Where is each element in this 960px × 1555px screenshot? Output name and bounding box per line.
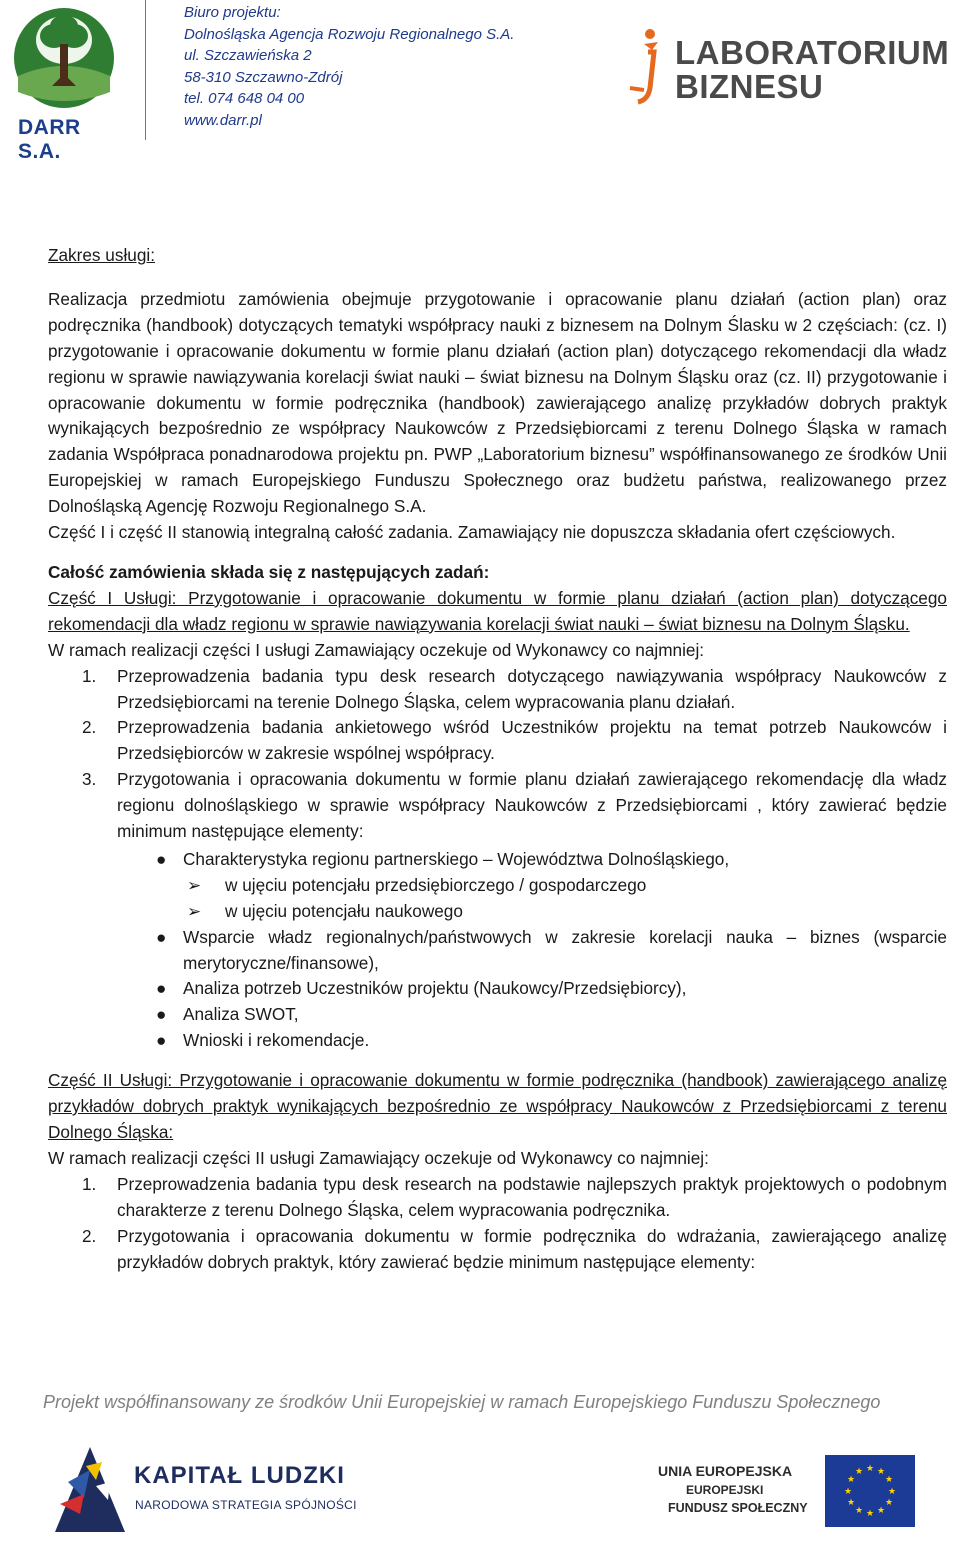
svg-text:★: ★ [854, 1506, 864, 1516]
list-item [82, 1172, 947, 1224]
arrow-item-text: w ujęciu potencjału naukowego [225, 900, 463, 921]
darr-logo [8, 6, 126, 163]
lab-flask-icon [622, 28, 672, 108]
list-number: 2. [82, 717, 97, 738]
list-item-text: Przeprowadzenia badania ankietowego wśród Uczestników projektu na temat potrzeb Naukowców i Przedsiębiorców w zakresie wspólnej współpracy. [117, 717, 947, 764]
project-office-address [184, 2, 514, 131]
eu-esf-logo [658, 1455, 918, 1537]
svg-text:★: ★ [865, 1464, 875, 1474]
office-line: tel. 074 648 04 00 [184, 90, 305, 107]
kapital-ludzki-logo [50, 1442, 410, 1537]
arrow-bullet-icon: ➢ [187, 874, 202, 895]
cofinancing-note: Projekt współfinansowany ze środków Unii Europejskiej w ramach Europejskiego Funduszu Społecznego [43, 1392, 881, 1412]
svg-text:★: ★ [846, 1498, 856, 1508]
list-number: 2. [82, 1225, 97, 1246]
bullet-icon: ● [156, 1004, 167, 1025]
bullet-item [151, 1002, 947, 1028]
tasks-heading: Całość zamówienia składa się z następujących zadań: [48, 561, 490, 582]
kapital-ludzki-title: KAPITAŁ LUDZKI [134, 1462, 345, 1489]
svg-text:★: ★ [887, 1487, 897, 1497]
eu-logo-line3: FUNDUSZ SPOŁECZNY [668, 1501, 808, 1515]
bullet-icon: ● [156, 1030, 167, 1051]
svg-text:★: ★ [865, 1509, 875, 1519]
scope-heading: Zakres usługi: [48, 245, 155, 265]
intro-paragraph-2: Część I i część II stanowią integralną całość zadania. Zamawiający nie dopuszcza składania ofert częściowych. [48, 522, 896, 543]
list-number: 1. [82, 665, 97, 686]
svg-text:★: ★ [876, 1506, 886, 1516]
kapital-ludzki-subtitle: NARODOWA STRATEGIA SPÓJNOŚCI [135, 1498, 357, 1512]
intro-paragraph: Realizacja przedmiotu zamówienia obejmuje przygotowanie i opracowanie planu działań (action plan) oraz podręcznika (handbook) dotyczących tematyki współpracy nauki z biznesem na Dolnym Ślasku w 2 częściach: (cz. I) przygotowanie i opracowanie dokumentu w formie planu działań (action plan) dotyczącego rekomendacji dla władz regionu w sprawie nawiązywania korelacji świat nauki – świat biznesu na Dolnym Śląsku oraz (cz. II) przygotowanie i opracowanie dokumentu w formie podręcznika (handbook) zawierającego analizę przykładów dobrych praktyk wynikających bezpośrednio ze współpracy Naukowców z Przedsiębiorcami z terenu Dolnego Śląska w ramach zadania Współpraca ponadnarodowa projektu pn. PWP „Laboratorium biznesu” współfinansowanego ze środków Unii Europejskiej w ramach Europejskiego Funduszu Społecznego oraz budżetu państwa, realizowanego przez Dolnośląską Agencję Rozwoju Regionalnego S.A. [48, 288, 947, 517]
list-item-text: Przeprowadzenia badania typu desk research dotyczącego nawiązywania współpracy Naukowców z Przedsiębiorcami na terenie Dolnego Śląska, celem wypracowania planu działań. [117, 665, 947, 712]
office-website[interactable]: www.darr.pl [184, 111, 262, 129]
arrow-item [183, 873, 947, 899]
kapital-ludzki-emblem-icon [50, 1442, 130, 1537]
bullet-text: Analiza SWOT, [183, 1004, 299, 1025]
office-line: Dolnośląska Agencja Rozwoju Regionalnego S.A. [184, 25, 515, 43]
list-item [82, 767, 947, 1054]
laboratorium-biznesu-logo [622, 28, 950, 108]
office-line: Biuro projektu: [184, 4, 281, 21]
darr-logo-text: DARR S.A. [18, 116, 81, 163]
bullet-text: Wnioski i rekomendacje. [183, 1030, 370, 1051]
svg-text:★: ★ [854, 1467, 864, 1477]
svg-text:★: ★ [846, 1475, 856, 1485]
part2-list [82, 1172, 947, 1276]
darr-tree-logo [8, 6, 126, 116]
arrow-item-text: w ujęciu potencjału przedsiębiorczego / gospodarczego [225, 874, 647, 895]
part1-title: Część I Usługi: Przygotowanie i opracowanie dokumentu w formie planu działań (action plan) dotyczącego rekomendacji dla władz regionu w sprawie nawiązywania korelacji świat nauki – świat biznesu na Dolnym Śląsku. [48, 587, 947, 634]
bullet-icon: ● [156, 978, 167, 999]
bullet-item [151, 847, 947, 925]
part1-list [82, 664, 947, 1055]
arrow-sublist [183, 873, 947, 925]
lab-logo-line2: BIZNESU [675, 68, 824, 105]
svg-text:★: ★ [843, 1487, 853, 1497]
arrow-bullet-icon: ➢ [187, 900, 202, 921]
list-item-text: Przygotowania i opracowania dokumentu w formie podręcznika do wdrażania, zawierającego analizę przykładów dobrych praktyk, który zawierać będzie minimum następujące elementy: [117, 1225, 947, 1272]
document-body [48, 243, 947, 1275]
svg-text:★: ★ [876, 1467, 886, 1477]
bullet-icon: ● [156, 926, 167, 947]
office-line: 58-310 Szczawno-Zdrój [184, 68, 343, 86]
bullet-text: Charakterystyka regionu partnerskiego – Województwa Dolnośląskiego, [183, 848, 730, 869]
list-number: 1. [82, 1173, 97, 1194]
bullet-item [151, 976, 947, 1002]
list-item [82, 664, 947, 716]
svg-text:★: ★ [884, 1498, 894, 1508]
eu-logo-line1: UNIA EUROPEJSKA [658, 1463, 793, 1479]
part1-intro: W ramach realizacji części I usługi Zamawiający oczekuje od Wykonawcy co najmniej: [48, 639, 705, 660]
office-line: ul. Szczawieńska 2 [184, 47, 312, 64]
bullet-text: Wsparcie władz regionalnych/państwowych w zakresie korelacji nauka – biznes (wsparcie merytoryczne/finansowe), [183, 926, 947, 973]
eu-logo-line2: EUROPEJSKI [686, 1483, 764, 1497]
bullet-item [151, 925, 947, 977]
elements-bullet-list [151, 847, 947, 1054]
list-item [82, 1224, 947, 1276]
header-divider [145, 0, 146, 140]
svg-text:★: ★ [884, 1475, 894, 1485]
bullet-item [151, 1028, 947, 1054]
part2-title: Część II Usługi: Przygotowanie i opracowanie dokumentu w formie podręcznika (handbook) zawierającego analizę przykładów dobrych praktyk wynikających bezpośrednio ze współpracy Naukowców z Przedsiębiorcami z terenu Dolnego Śląska: [48, 1070, 947, 1142]
lab-logo-line1: LABORATORIUM [675, 34, 950, 71]
bullet-icon: ● [156, 848, 167, 869]
page-header [0, 0, 960, 163]
list-number: 3. [82, 769, 97, 790]
bullet-text: Analiza potrzeb Uczestników projektu (Naukowcy/Przedsiębiorcy), [183, 978, 687, 999]
arrow-item [183, 899, 947, 925]
list-item-text: Przygotowania i opracowania dokumentu w formie planu działań zawierającego rekomendację dla władz regionu dolnośląskiego w sprawie współpracy Naukowców z Przedsiębiorcami , który zawierać będzie minimum następujące elementy: [117, 769, 947, 842]
eu-flag-icon [825, 1455, 915, 1527]
part2-intro: W ramach realizacji części II usługi Zamawiający oczekuje od Wykonawcy co najmniej: [48, 1147, 709, 1168]
list-item-text: Przeprowadzenia badania typu desk research na podstawie najlepszych praktyk projektowych o podobnym charakterze z terenu Dolnego Śląska, celem wypracowania podręcznika. [117, 1173, 947, 1220]
list-item [82, 715, 947, 767]
